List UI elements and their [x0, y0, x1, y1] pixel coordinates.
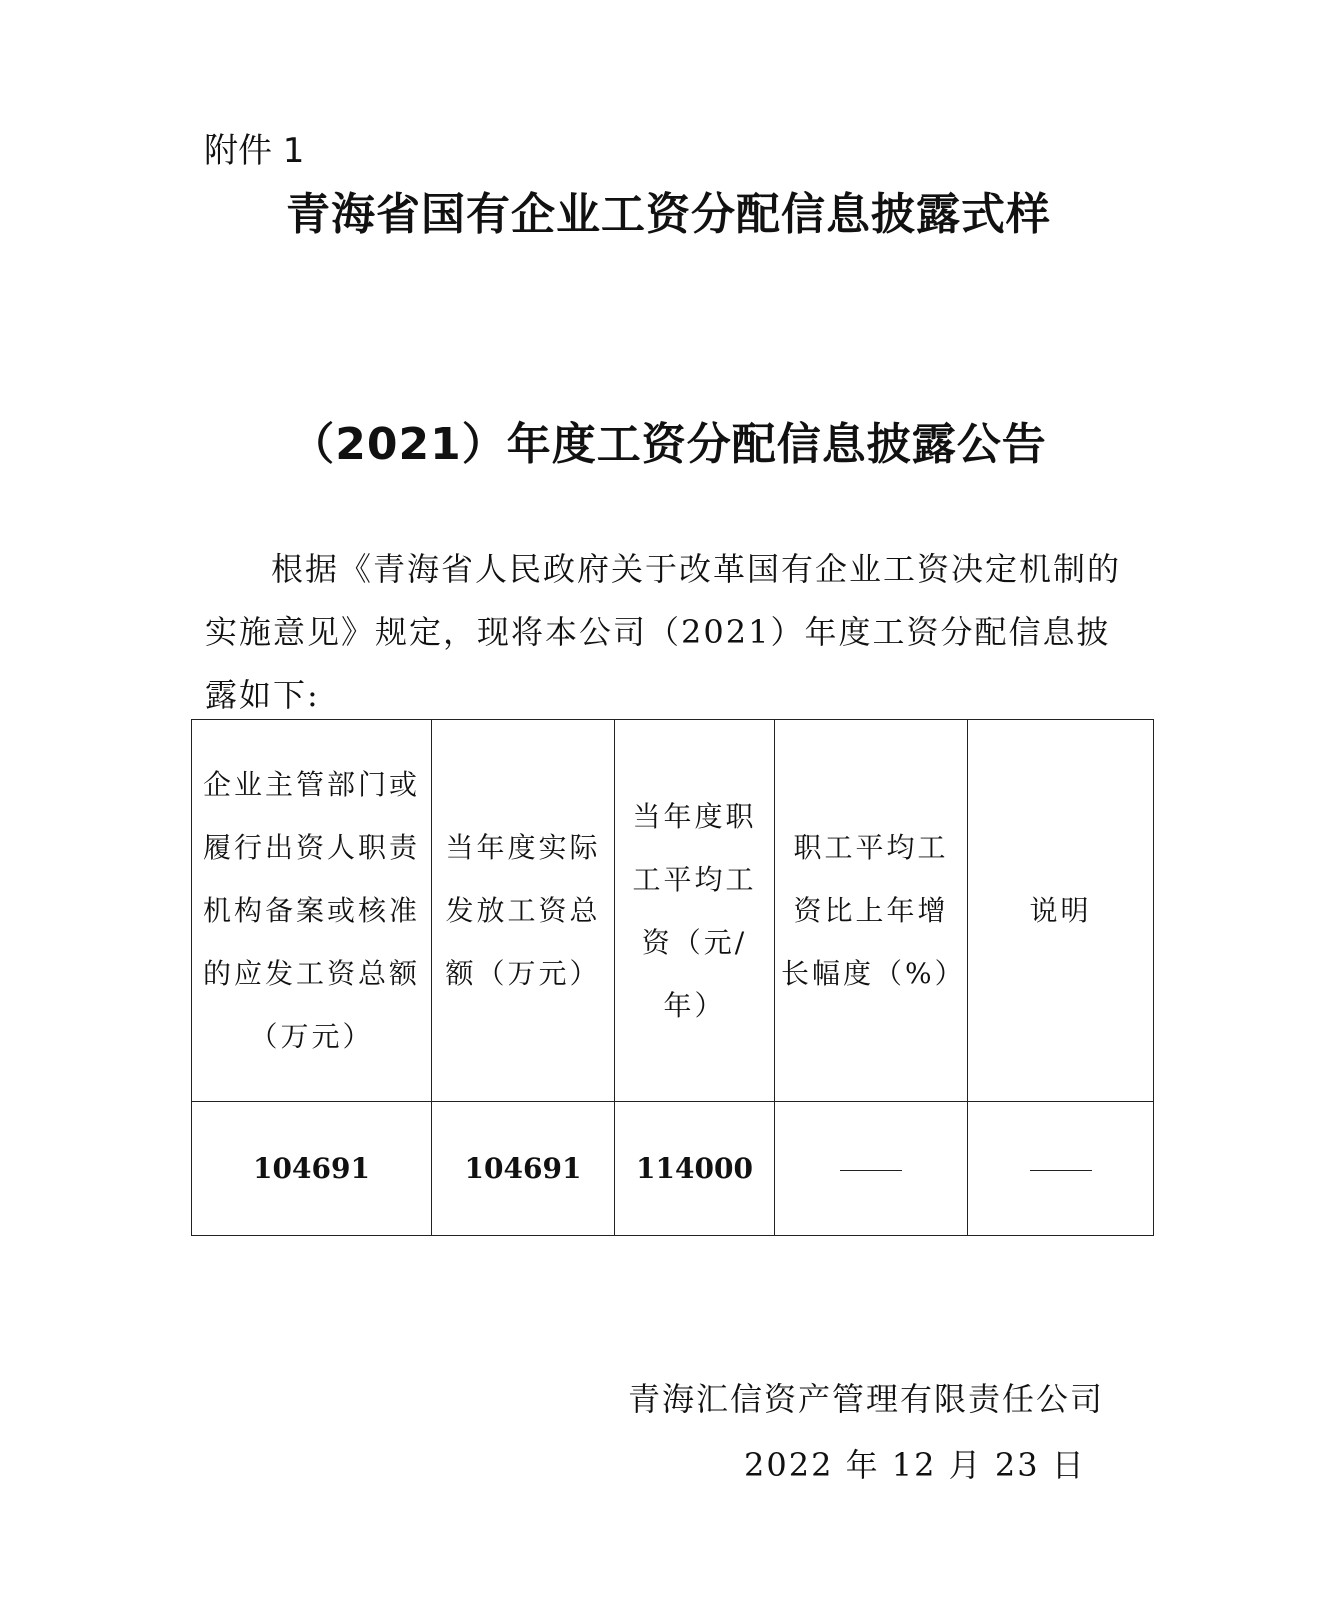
header-average-wage: 当年度职工平均工资（元/年）: [615, 720, 775, 1102]
header-remarks: 说明: [968, 720, 1154, 1102]
header-approved-total: 企业主管部门或履行出资人职责机构备案或核准的应发工资总额（万元）: [192, 720, 432, 1102]
dash-mark: [840, 1170, 902, 1171]
intro-paragraph: [205, 538, 1140, 727]
signature-date: 2022 年 12 月 23 日: [744, 1446, 1086, 1484]
document-title: 青海省国有企业工资分配信息披露式样: [286, 189, 1051, 240]
attachment-label: 附件 1: [204, 131, 305, 171]
header-actual-total: 当年度实际发放工资总额（万元）: [432, 720, 615, 1102]
dash-mark: [1030, 1170, 1092, 1171]
table-header-row: [192, 720, 1154, 1102]
table-row: [192, 1102, 1154, 1236]
header-growth-rate: 职工平均工资比上年增长幅度（%）: [775, 720, 968, 1102]
intro-text: 根据《青海省人民政府关于改革国有企业工资决定机制的实施意见》规定，现将本公司（2021）年度工资分配信息披露如下:: [205, 550, 1122, 714]
cell-growth-rate: [775, 1102, 968, 1236]
cell-average-wage: 114000: [615, 1102, 775, 1236]
cell-remarks: [968, 1102, 1154, 1236]
company-signature: 青海汇信资产管理有限责任公司: [628, 1380, 1105, 1418]
cell-actual-total: 104691: [432, 1102, 615, 1236]
announcement-title: （2021）年度工资分配信息披露公告: [290, 419, 1047, 470]
cell-approved-total: 104691: [192, 1102, 432, 1236]
wage-disclosure-table: [191, 719, 1154, 1236]
